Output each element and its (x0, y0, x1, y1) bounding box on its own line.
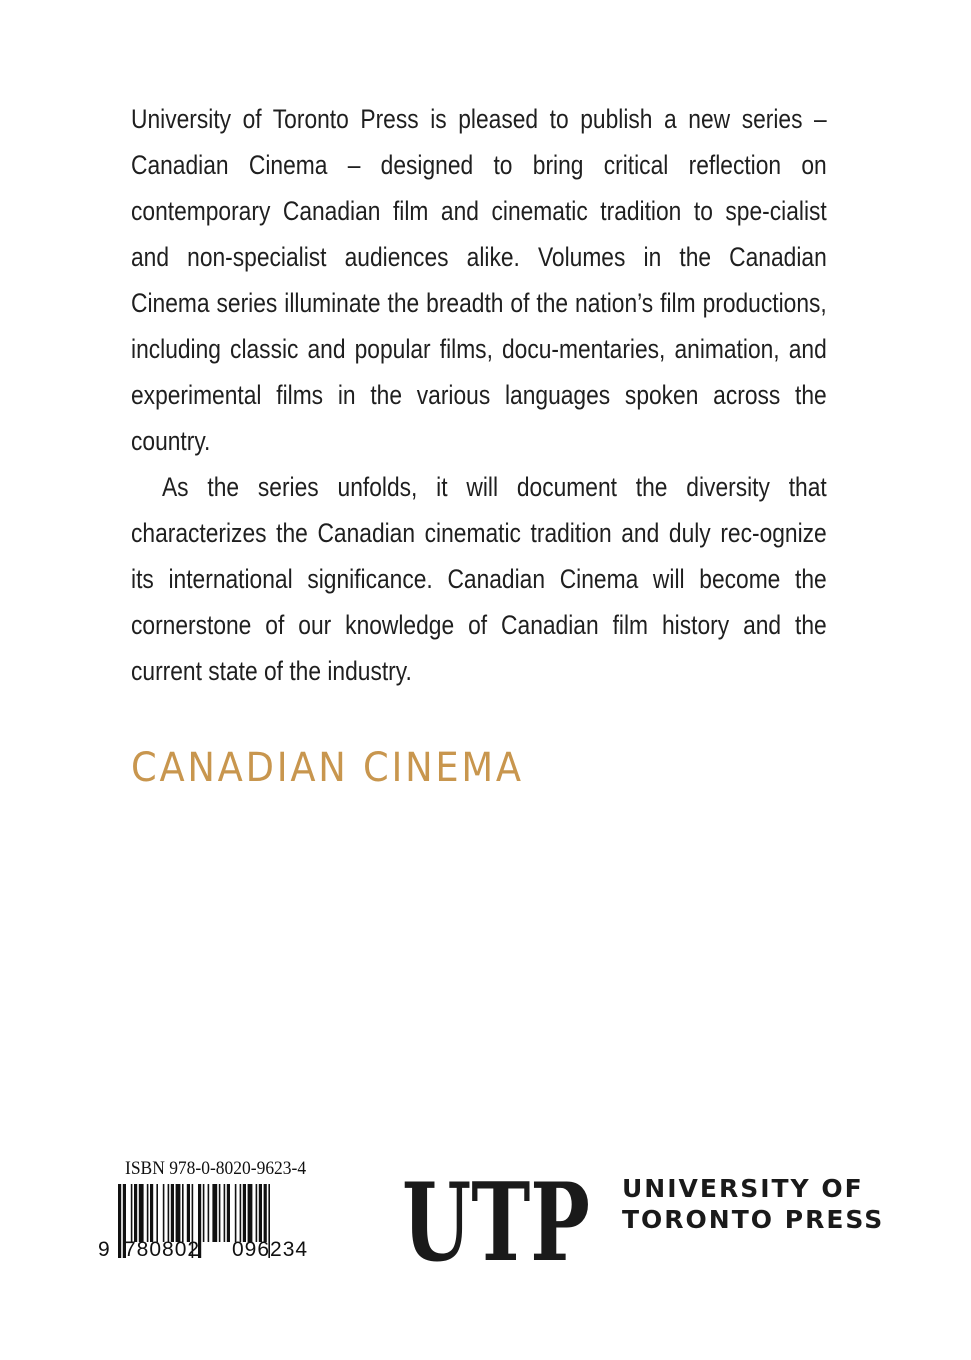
series-description (131, 96, 827, 694)
barcode-bar (171, 1184, 174, 1242)
barcode-bar (163, 1184, 165, 1242)
barcode-bar (203, 1184, 205, 1242)
barcode-bar (224, 1184, 226, 1242)
barcode-bar (187, 1184, 190, 1242)
barcode-bar (227, 1184, 230, 1242)
barcode-bar (168, 1184, 170, 1242)
barcode-bar (264, 1184, 267, 1242)
series-title: CANADIAN CINEMA (131, 745, 524, 791)
barcode-bar (139, 1184, 144, 1242)
barcode-digits-left: 780802 (124, 1238, 201, 1261)
barcode-bar (150, 1184, 153, 1242)
barcode-bar (219, 1184, 221, 1242)
barcode-bar (259, 1184, 262, 1242)
barcode-bar (235, 1184, 237, 1242)
barcode-bar (256, 1184, 258, 1242)
barcode-bar (243, 1184, 246, 1242)
barcode-digits-right: 096234 (232, 1238, 309, 1261)
publisher-name-line-1: UNIVERSITY OF (622, 1174, 864, 1203)
barcode-digit-first: 9 (98, 1238, 110, 1261)
isbn-barcode (98, 1158, 338, 1268)
barcode-bar (182, 1184, 184, 1242)
barcode-bar (147, 1184, 149, 1242)
barcode-bar (212, 1184, 217, 1242)
barcode-bar (248, 1184, 253, 1242)
utp-logo-text: UTP (402, 1160, 590, 1286)
barcode-bar (131, 1184, 133, 1242)
description-paragraph-2: As the series unfolds, it will document the diversity that characterizes the Canadian cinematic tradition and duly rec-ognize its international significance. Canadian Cinema will become the cornerstone of our knowledge of Canadian film history and the current state of the industry. (131, 472, 827, 686)
description-paragraph-1: University of Toronto Press is pleased to publish a new series – Canadian Cinema – designed to bring critical reflection on contemporary Canadian film and cinematic tradition to spe-cialist and non-specialist audiences alike. Volumes in the Canadian Cinema series illuminate the breadth of the nation’s film productions, including classic and popular films, docu-mentaries, animation, and experimental films in the various languages spoken across the country. (131, 104, 827, 456)
utp-logo (402, 1160, 592, 1286)
barcode-bar (240, 1184, 242, 1242)
barcode-bar (208, 1184, 210, 1242)
barcode-bar (134, 1184, 137, 1242)
isbn-label: ISBN 978-0-8020-9623-4 (125, 1158, 307, 1179)
barcode-bar (156, 1184, 158, 1242)
barcode-bar (176, 1184, 181, 1242)
publisher-name (622, 1173, 884, 1235)
barcode-bar (118, 1184, 121, 1258)
publisher-name-line-2: TORONTO PRESS (622, 1205, 885, 1234)
